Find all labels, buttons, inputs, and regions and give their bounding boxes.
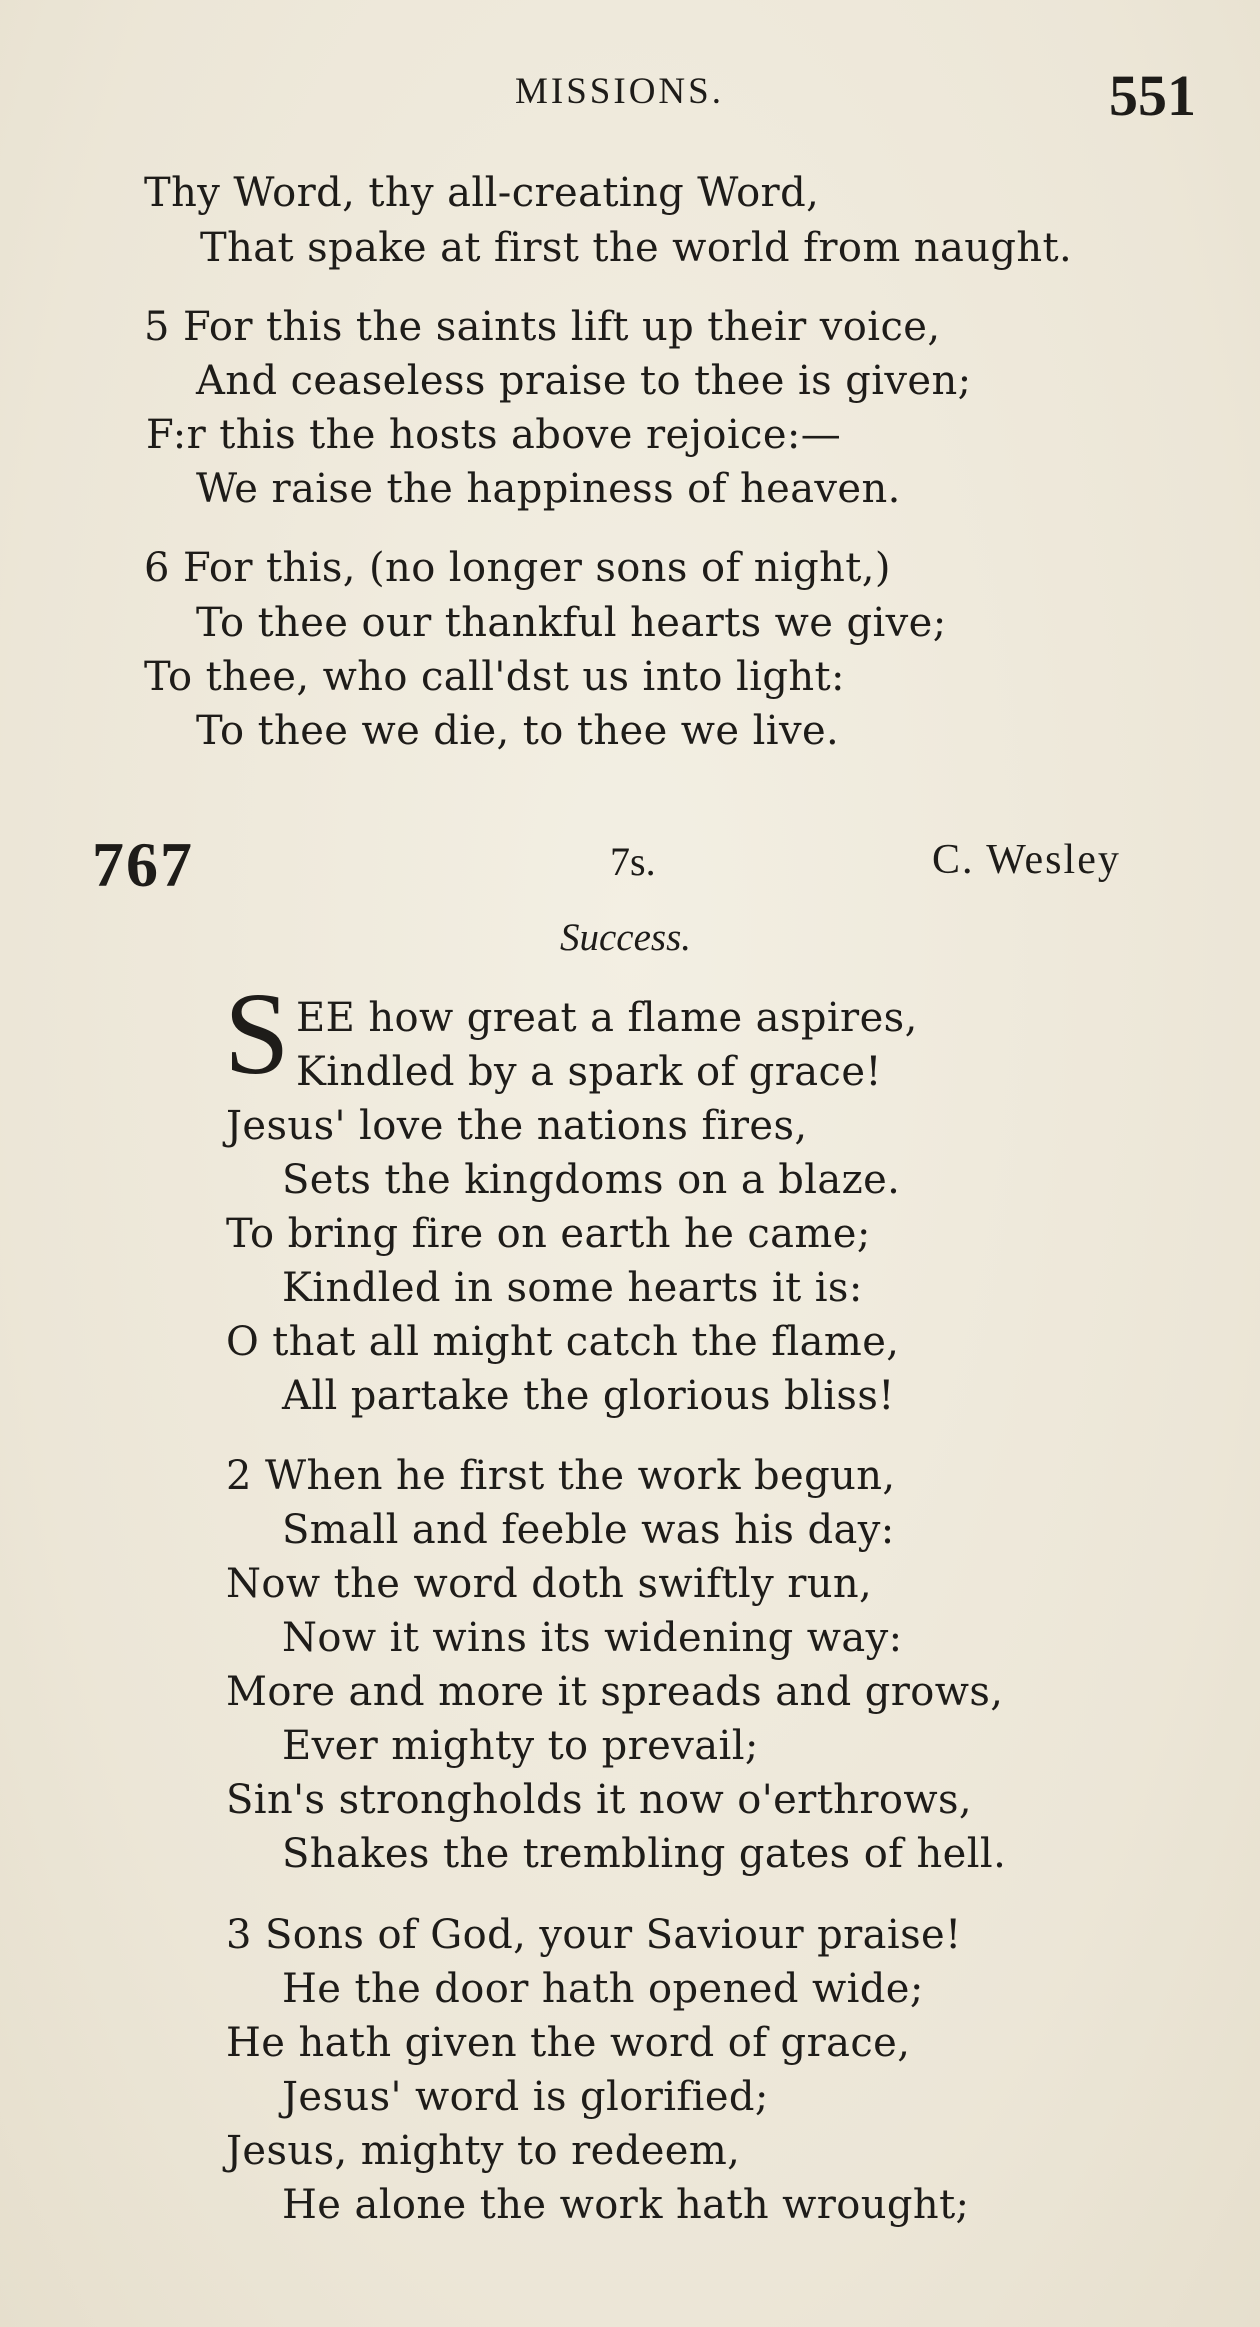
hymn-author: C. Wesley bbox=[932, 837, 1121, 883]
verse-line: Now the word doth swiftly run, bbox=[226, 1561, 873, 1607]
verse-line: Sets the kingdoms on a blaze. bbox=[282, 1157, 901, 1203]
verse-line: Ever mighty to prevail; bbox=[282, 1723, 759, 1769]
verse-line: Jesus' love the nations fires, bbox=[226, 1103, 808, 1149]
drop-cap: S bbox=[224, 968, 290, 1099]
verse-line: We raise the happiness of heaven. bbox=[196, 466, 901, 512]
page-number: 551 bbox=[1109, 63, 1196, 128]
verse-line: That spake at first the world from naught. bbox=[200, 225, 1073, 271]
verse-line: He the door hath opened wide; bbox=[282, 1966, 924, 2012]
running-header: MISSIONS. bbox=[515, 71, 724, 112]
verse-line: Jesus, mighty to redeem, bbox=[226, 2128, 741, 2174]
verse-line: To bring fire on earth he came; bbox=[226, 1211, 871, 1257]
hymn-title: Success. bbox=[560, 916, 692, 959]
verse-line: Small and feeble was his day: bbox=[282, 1507, 895, 1553]
verse-line: Thy Word, thy all-creating Word, bbox=[144, 170, 820, 216]
verse-line: More and more it spreads and grows, bbox=[226, 1669, 1004, 1715]
verse-line: 3 Sons of God, your Saviour praise! bbox=[226, 1912, 962, 1958]
verse-line: Now it wins its widening way: bbox=[282, 1615, 903, 1661]
verse-line: O that all might catch the flame, bbox=[226, 1319, 900, 1365]
verse-line: He hath given the word of grace, bbox=[226, 2020, 911, 2066]
verse-line: Sin's strongholds it now o'erthrows, bbox=[226, 1777, 973, 1823]
verse-line: F:r this the hosts above rejoice:— bbox=[146, 412, 842, 458]
verse-line: To thee we die, to thee we live. bbox=[196, 708, 840, 754]
verse-line: To thee our thankful hearts we give; bbox=[196, 600, 947, 646]
hymn-number: 767 bbox=[92, 829, 194, 900]
verse-line: 2 When he first the work begun, bbox=[226, 1453, 896, 1499]
verse-line: 6 For this, (no longer sons of night,) bbox=[144, 545, 891, 591]
verse-line: Shakes the trembling gates of hell. bbox=[282, 1831, 1007, 1877]
verse-line: EE how great a flame aspires, bbox=[296, 995, 918, 1041]
verse-line: He alone the work hath wrought; bbox=[282, 2182, 970, 2228]
verse-line: All partake the glorious bliss! bbox=[282, 1373, 895, 1419]
verse-line: Kindled by a spark of grace! bbox=[296, 1049, 882, 1095]
verse-line: And ceaseless praise to thee is given; bbox=[196, 358, 972, 404]
verse-line: 5 For this the saints lift up their voice, bbox=[144, 304, 941, 350]
hymn-meter: 7s. bbox=[610, 839, 656, 884]
verse-line: Jesus' word is glorified; bbox=[282, 2074, 769, 2120]
verse-line: Kindled in some hearts it is: bbox=[282, 1265, 863, 1311]
verse-line: To thee, who call'dst us into light: bbox=[144, 654, 845, 700]
